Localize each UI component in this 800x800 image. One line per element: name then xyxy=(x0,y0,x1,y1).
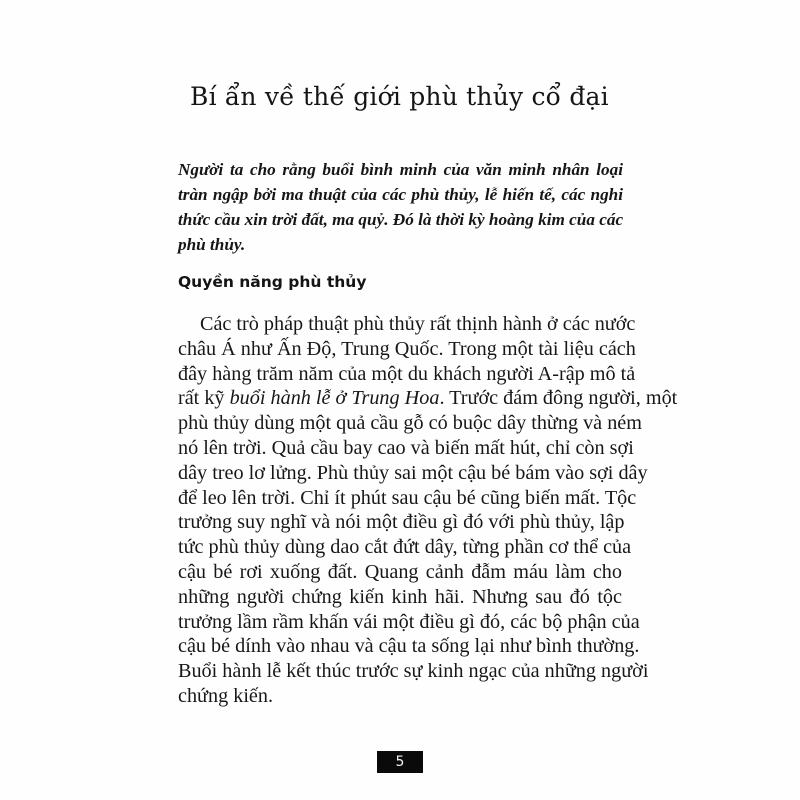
body-line: những người chứng kiến kinh hãi. Nhưng sau đó tộc xyxy=(178,585,622,608)
body-line: chứng kiến. xyxy=(178,684,274,707)
body-line: để leo lên trời. Chỉ ít phút sau cậu bé cũng biến mất. Tộc xyxy=(178,486,637,509)
body-line: trưởng lầm rầm khấn vái một điều gì đó, các bộ phận của xyxy=(178,610,640,633)
body-line: Các trò pháp thuật phù thủy rất thịnh hành ở các nước xyxy=(200,313,636,335)
body-line: cậu bé dính vào nhau và cậu ta sống lại như bình thường. xyxy=(178,635,640,658)
intro-line: Người ta cho rằng buổi bình minh của văn minh nhân loại xyxy=(178,160,623,179)
body-paragraph xyxy=(178,312,678,709)
body-line: đây hàng trăm năm của một du khách người A-rập mô tả xyxy=(178,362,636,385)
body-line: châu Á như Ấn Độ, Trung Quốc. Trong một tài liệu cách xyxy=(178,337,636,360)
section-heading: Quyền năng phù thủy xyxy=(178,273,367,291)
body-line: Buổi hành lễ kết thúc trước sự kinh ngạc của những người xyxy=(178,660,649,683)
page-number-badge: 5 xyxy=(377,751,423,773)
intro-paragraph xyxy=(178,157,623,257)
body-line: nó lên trời. Quả cầu bay cao và biến mất hút, chỉ còn sợi xyxy=(178,436,634,459)
chapter-title: Bí ẩn về thế giới phù thủy cổ đại xyxy=(190,82,609,111)
intro-line: phù thủy. xyxy=(178,235,246,254)
body-line: tức phù thủy dùng dao cắt đứt dây, từng phần cơ thể của xyxy=(178,536,632,559)
body-text-segment: rất kỹ xyxy=(178,387,230,410)
intro-line: thức cầu xin trời đất, ma quỷ. Đó là thời kỳ hoàng kim của các xyxy=(178,210,624,229)
intro-line: tràn ngập bởi ma thuật của các phù thủy, lễ hiến tế, các nghi xyxy=(178,185,623,204)
body-line: cậu bé rơi xuống đất. Quang cảnh đẫm máu làm cho xyxy=(178,560,622,583)
body-line: dây treo lơ lửng. Phù thủy sai một cậu bé bám vào sợi dây xyxy=(178,461,648,484)
body-line: trưởng suy nghĩ và nói một điều gì đó với phù thủy, lập xyxy=(178,511,625,534)
italic-phrase: buổi hành lễ ở Trung Hoa xyxy=(229,387,440,410)
body-line xyxy=(178,386,678,411)
body-line: phù thủy dùng một quả cầu gỗ có buộc dây thừng và ném xyxy=(178,412,642,435)
body-text-segment: . Trước đám đông người, một xyxy=(439,387,678,410)
